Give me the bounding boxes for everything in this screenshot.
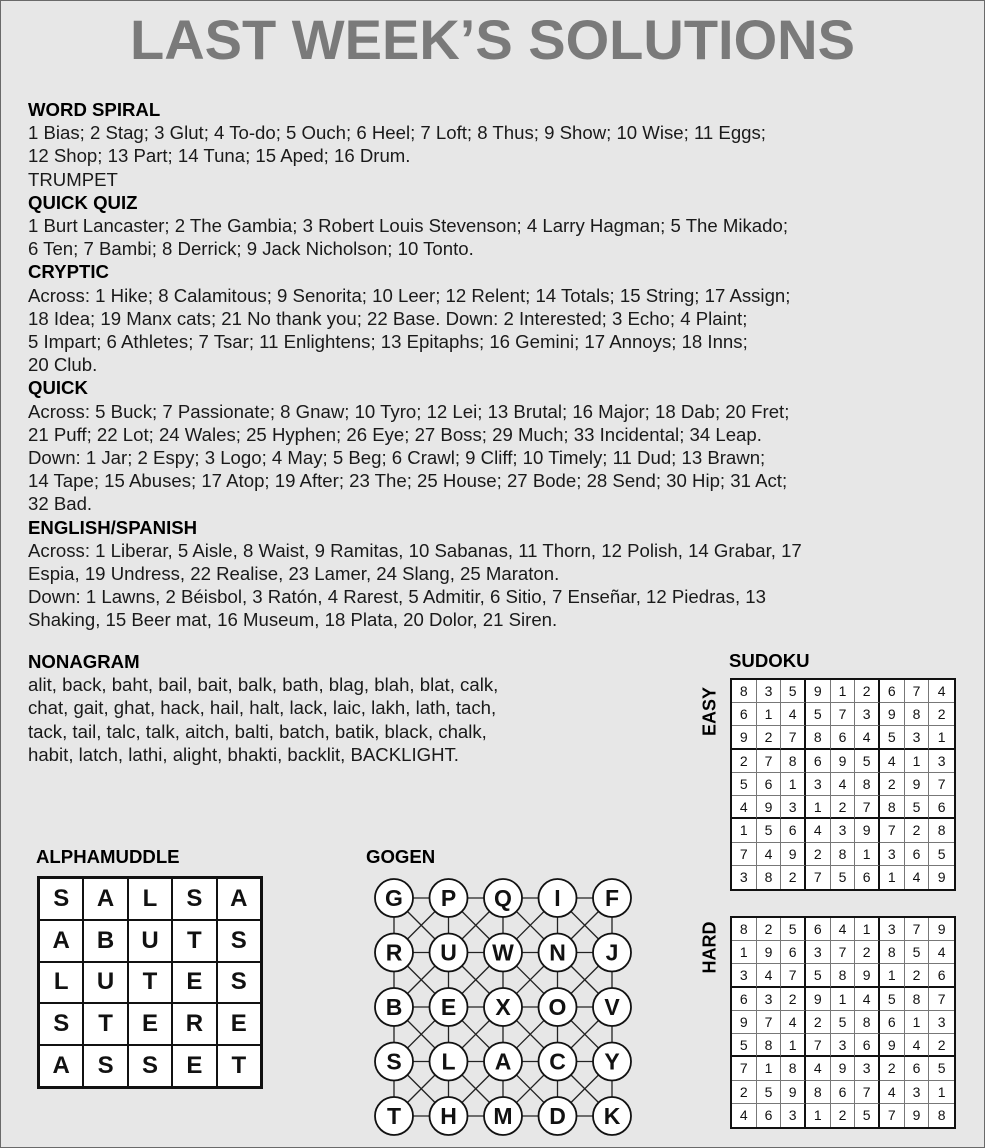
- sudoku-easy-cell: 6: [929, 796, 954, 819]
- sudoku-easy-cell: 9: [905, 773, 930, 796]
- sudoku-easy-cell: 8: [880, 796, 905, 819]
- alphamuddle-cell: A: [39, 1045, 83, 1087]
- sudoku-hard-cell: 3: [806, 941, 831, 964]
- sudoku-easy-cell: 7: [806, 866, 831, 889]
- sudoku-easy-cell: 9: [831, 750, 856, 773]
- sudoku-hard-cell: 5: [806, 964, 831, 987]
- alphamuddle-cell: E: [217, 1003, 261, 1045]
- sudoku-easy-cell: 1: [806, 796, 831, 819]
- alphamuddle-cell: B: [83, 920, 127, 962]
- sudoku-easy-cell: 5: [806, 703, 831, 726]
- nonagram-line: tack, tail, talc, talk, aitch, balti, batch, batik, black, chalk,: [28, 720, 487, 742]
- sudoku-hard-cell: 5: [880, 988, 905, 1011]
- sudoku-hard-cell: 4: [855, 988, 880, 1011]
- alphamuddle-cell: E: [128, 1003, 172, 1045]
- section-line: 1 Burt Lancaster; 2 The Gambia; 3 Robert Louis Stevenson; 4 Larry Hagman; 5 The Mikado;: [28, 215, 789, 237]
- sudoku-easy-cell: 7: [831, 703, 856, 726]
- alphamuddle-cell: T: [83, 1003, 127, 1045]
- sudoku-hard-cell: 6: [831, 1081, 856, 1104]
- sudoku-hard-cell: 4: [929, 941, 954, 964]
- sudoku-hard-cell: 9: [806, 988, 831, 1011]
- sudoku-easy-cell: 6: [831, 726, 856, 749]
- sudoku-hard-cell: 2: [732, 1081, 757, 1104]
- alphamuddle-cell: A: [83, 878, 127, 920]
- sudoku-hard-cell: 3: [905, 1081, 930, 1104]
- sudoku-easy-cell: 8: [732, 680, 757, 703]
- gogen-letter: L: [441, 1048, 456, 1075]
- sudoku-hard-cell: 3: [732, 964, 757, 987]
- sudoku-easy-cell: 6: [757, 773, 782, 796]
- sudoku-easy-cell: 8: [757, 866, 782, 889]
- sudoku-easy-cell: 6: [905, 843, 930, 866]
- nonagram-line: habit, latch, lathi, alight, bhakti, backlit, BACKLIGHT.: [28, 743, 459, 765]
- sudoku-hard-cell: 1: [831, 988, 856, 1011]
- sudoku-hard-cell: 5: [781, 918, 806, 941]
- sudoku-hard-cell: 3: [929, 1011, 954, 1034]
- sudoku-hard-cell: 6: [757, 1104, 782, 1127]
- nonagram-section: [28, 650, 628, 766]
- alphamuddle-cell: A: [217, 878, 261, 920]
- alphamuddle-cell: R: [172, 1003, 216, 1045]
- sudoku-hard-cell: 8: [855, 1011, 880, 1034]
- gogen-letter: M: [493, 1103, 513, 1129]
- alphamuddle-cell: U: [128, 920, 172, 962]
- sudoku-hard-cell: 1: [905, 1011, 930, 1034]
- sudoku-easy-cell: 3: [831, 819, 856, 842]
- sudoku-easy-cell: 9: [806, 680, 831, 703]
- section-line: Across: 1 Liberar, 5 Aisle, 8 Waist, 9 Ramitas, 10 Sabanas, 11 Thorn, 12 Polish, 14 Grabar, 17: [28, 539, 802, 561]
- gogen-grid: [366, 873, 646, 1145]
- sudoku-hard-cell: 5: [905, 941, 930, 964]
- gogen-letter: Y: [604, 1048, 620, 1075]
- sudoku-hard-cell: 2: [929, 1034, 954, 1057]
- sudoku-easy-cell: 2: [880, 773, 905, 796]
- sudoku-hard-cell: 7: [732, 1057, 757, 1080]
- sudoku-easy-cell: 4: [880, 750, 905, 773]
- sudoku-hard-cell: 5: [757, 1081, 782, 1104]
- alphamuddle-cell: S: [128, 1045, 172, 1087]
- sudoku-hard-cell: 6: [929, 964, 954, 987]
- gogen-letter: T: [386, 1103, 402, 1129]
- sudoku-hard-cell: 5: [831, 1011, 856, 1034]
- sudoku-hard-cell: 3: [855, 1057, 880, 1080]
- sudoku-easy-cell: 8: [905, 703, 930, 726]
- alphamuddle-grid: [37, 876, 263, 1089]
- sudoku-easy-cell: 7: [880, 819, 905, 842]
- sudoku-easy-cell: 4: [757, 843, 782, 866]
- gogen-letter: J: [605, 939, 619, 966]
- sudoku-easy-cell: 6: [855, 866, 880, 889]
- sudoku-easy-cell: 4: [806, 819, 831, 842]
- nonagram-line: chat, gait, ghat, hack, hail, halt, lack, laic, lakh, lath, tach,: [28, 697, 497, 719]
- sudoku-hard-cell: 7: [880, 1104, 905, 1127]
- gogen-letter: S: [386, 1048, 402, 1075]
- page-title: LAST WEEK’S SOLUTIONS: [130, 8, 855, 71]
- sudoku-easy-cell: 7: [732, 843, 757, 866]
- sudoku-hard-cell: 5: [732, 1034, 757, 1057]
- sudoku-hard-cell: 8: [937, 1107, 946, 1124]
- sudoku-hard-cell: 8: [732, 918, 757, 941]
- section-line: Down: 1 Jar; 2 Espy; 3 Logo; 4 May; 5 Beg; 6 Crawl; 9 Cliff; 10 Timely; 11 Dud; 13 Brawn;: [28, 447, 766, 469]
- sudoku-hard-cell: 9: [929, 918, 954, 941]
- alphamuddle-cell: S: [39, 1003, 83, 1045]
- solutions-list: [28, 98, 973, 632]
- sudoku-easy-cell: 3: [855, 703, 880, 726]
- gogen-letter: E: [440, 994, 457, 1020]
- sudoku-hard-cell: 1: [929, 1081, 954, 1104]
- sudoku-hard-cell: 1: [806, 1104, 831, 1127]
- sudoku-easy-cell: 8: [806, 726, 831, 749]
- sudoku-hard-cell: 6: [806, 918, 831, 941]
- sudoku-easy-cell: 2: [757, 726, 782, 749]
- sudoku-hard-cell: 1: [880, 964, 905, 987]
- section-heading: QUICK QUIZ: [28, 191, 138, 213]
- alphamuddle-cell: S: [39, 878, 83, 920]
- sudoku-easy-cell: 1: [880, 866, 905, 889]
- sudoku-heading: SUDOKU: [729, 650, 810, 671]
- section-line: Down: 1 Lawns, 2 Béisbol, 3 Ratón, 4 Rarest, 5 Admitir, 6 Sitio, 7 Enseñar, 12 Piedras, 13: [28, 586, 766, 608]
- section-line: 14 Tape; 15 Abuses; 17 Atop; 19 After; 23 The; 25 House; 27 Bode; 28 Send; 30 Hip; 31 Act;: [28, 470, 788, 492]
- section-line: TRUMPET: [28, 168, 118, 190]
- gogen-letter: F: [604, 885, 620, 911]
- sudoku-hard-cell: 2: [855, 941, 880, 964]
- sudoku-easy-cell: 6: [732, 703, 757, 726]
- sudoku-hard-cell: 2: [757, 918, 782, 941]
- sudoku-easy-cell: 1: [831, 680, 856, 703]
- sudoku-easy-cell: 1: [781, 773, 806, 796]
- sudoku-hard-cell: 8: [905, 988, 930, 1011]
- section-heading: CRYPTIC: [28, 261, 109, 283]
- gogen-letter: B: [385, 994, 403, 1020]
- sudoku-hard-cell: 9: [831, 1057, 856, 1080]
- section-line: 18 Idea; 19 Manx cats; 21 No thank you; 22 Base. Down: 2 Interested; 3 Echo; 4 Plaint;: [28, 307, 748, 329]
- sudoku-easy-cell: 2: [929, 703, 954, 726]
- alphamuddle-cell: L: [128, 878, 172, 920]
- sudoku-hard-cell: 8: [781, 1057, 806, 1080]
- sudoku-easy-cell: 7: [757, 750, 782, 773]
- sudoku-easy-cell: 4: [732, 796, 757, 819]
- sudoku-easy-cell: 5: [781, 680, 806, 703]
- sudoku-easy-cell: 7: [929, 773, 954, 796]
- sudoku-hard-cell: 4: [781, 1011, 806, 1034]
- gogen-letter: Q: [494, 885, 512, 911]
- sudoku-easy-cell: 8: [781, 750, 806, 773]
- sudoku-easy-cell: 1: [732, 819, 757, 842]
- sudoku-hard-cell: 3: [880, 918, 905, 941]
- section-heading: WORD SPIRAL: [28, 99, 161, 120]
- sudoku-hard-cell: 9: [855, 964, 880, 987]
- sudoku-easy-cell: 2: [781, 866, 806, 889]
- gogen-letter: N: [549, 939, 566, 966]
- sudoku-hard-cell: 4: [732, 1104, 757, 1127]
- alphamuddle-cell: E: [172, 962, 216, 1004]
- sudoku-hard-cell: 3: [831, 1034, 856, 1057]
- sudoku-easy-cell: 2: [905, 819, 930, 842]
- sudoku-hard-cell: 8: [880, 941, 905, 964]
- sudoku-easy-cell: 1: [855, 843, 880, 866]
- sudoku-hard-cell: 1: [781, 1034, 806, 1057]
- sudoku-easy-cell: 8: [929, 819, 954, 842]
- section-line: 5 Impart; 6 Athletes; 7 Tsar; 11 Enlightens; 13 Epitaphs; 16 Gemini; 17 Annoys; 18 Inns;: [28, 331, 748, 353]
- sudoku-hard-cell: 6: [732, 988, 757, 1011]
- sudoku-hard-cell: 6: [905, 1057, 930, 1080]
- gogen-letter: D: [549, 1103, 566, 1129]
- section-line: 20 Club.: [28, 354, 98, 376]
- sudoku-easy-cell: 7: [781, 726, 806, 749]
- sudoku-easy-cell: 7: [905, 680, 930, 703]
- sudoku-easy-cell: 4: [929, 680, 954, 703]
- sudoku-hard-cell: 9: [757, 941, 782, 964]
- gogen-letter: A: [494, 1048, 512, 1075]
- sudoku-easy-cell: 3: [880, 843, 905, 866]
- sudoku-hard-cell: 1: [855, 918, 880, 941]
- sudoku-hard-cell: 4: [831, 918, 856, 941]
- nonagram-words: [28, 673, 628, 766]
- sudoku-hard-cell: 4: [806, 1057, 831, 1080]
- section-line: 6 Ten; 7 Bambi; 8 Derrick; 9 Jack Nicholson; 10 Tonto.: [28, 238, 474, 260]
- sudoku-easy-cell: 2: [806, 843, 831, 866]
- sudoku-easy-cell: 1: [929, 726, 954, 749]
- sudoku-hard-label: HARD: [699, 921, 720, 974]
- alphamuddle-cell: E: [172, 1045, 216, 1087]
- sudoku-hard-cell: 8: [806, 1081, 831, 1104]
- section-line: Shaking, 15 Beer mat, 16 Museum, 18 Plata, 20 Dolor, 21 Siren.: [28, 609, 558, 631]
- sudoku-hard-cell: 2: [880, 1057, 905, 1080]
- sudoku-easy-cell: 8: [831, 843, 856, 866]
- sudoku-hard-cell: 5: [929, 1057, 954, 1080]
- sudoku-easy-cell: 3: [757, 680, 782, 703]
- sudoku-easy-cell: 2: [732, 750, 757, 773]
- sudoku-hard-cell: 9: [880, 1034, 905, 1057]
- section-line: Across: 5 Buck; 7 Passionate; 8 Gnaw; 10 Tyro; 12 Lei; 13 Brutal; 16 Major; 18 Dab; 20 Fret;: [28, 400, 790, 422]
- gogen-letter: P: [440, 885, 457, 911]
- sudoku-easy-cell: 3: [905, 726, 930, 749]
- sudoku-easy-cell: 1: [757, 703, 782, 726]
- gogen-letter: K: [603, 1103, 621, 1129]
- sudoku-hard-cell: 5: [855, 1104, 880, 1127]
- section-line: 12 Shop; 13 Part; 14 Tuna; 15 Aped; 16 Drum.: [28, 145, 411, 167]
- sudoku-easy-cell: 9: [855, 819, 880, 842]
- sudoku-easy-cell: 5: [880, 726, 905, 749]
- section-line: 1 Bias; 2 Stag; 3 Glut; 4 To-do; 5 Ouch; 6 Heel; 7 Loft; 8 Thus; 9 Show; 10 Wise; 11 Eggs;: [28, 122, 766, 144]
- gogen-letter: W: [492, 939, 514, 966]
- alphamuddle-cell: T: [217, 1045, 261, 1087]
- sudoku-hard-cell: 7: [905, 918, 930, 941]
- sudoku-hard-cell: 1: [757, 1057, 782, 1080]
- sudoku-hard-cell: 6: [781, 941, 806, 964]
- section-line: Across: 1 Hike; 8 Calamitous; 9 Senorita; 10 Leer; 12 Relent; 14 Totals; 15 String; 17 Assign;: [28, 284, 791, 306]
- sudoku-easy-cell: 5: [929, 843, 954, 866]
- sudoku-easy-cell: 5: [757, 819, 782, 842]
- sudoku-hard-cell: 7: [806, 1034, 831, 1057]
- sudoku-easy-cell: 6: [781, 819, 806, 842]
- gogen-letter: G: [385, 885, 403, 911]
- sudoku-easy-grid: [730, 678, 956, 891]
- gogen-letter: I: [554, 885, 561, 911]
- alphamuddle-cell: T: [128, 962, 172, 1004]
- nonagram-line: alit, back, baht, bail, bait, balk, bath, blag, blah, blat, calk,: [28, 674, 499, 696]
- section-line: Espia, 19 Undress, 22 Realise, 23 Lamer, 24 Slang, 25 Maraton.: [28, 563, 560, 585]
- section-line: 21 Puff; 22 Lot; 24 Wales; 25 Hyphen; 26 Eye; 27 Boss; 29 Much; 33 Incidental; 34 Leap.: [28, 423, 762, 445]
- sudoku-easy-cell: 3: [929, 750, 954, 773]
- sudoku-hard-cell: 4: [757, 964, 782, 987]
- gogen-heading: GOGEN: [366, 846, 436, 867]
- sudoku-easy-cell: 6: [880, 680, 905, 703]
- sudoku-hard-cell: 2: [831, 1104, 856, 1127]
- sudoku-hard-cell: 6: [880, 1011, 905, 1034]
- sudoku-hard-cell: 7: [831, 941, 856, 964]
- sudoku-easy-cell: 5: [831, 866, 856, 889]
- sudoku-easy-cell: 5: [855, 750, 880, 773]
- gogen-letter: U: [440, 939, 457, 966]
- sudoku-easy-cell: 9: [880, 703, 905, 726]
- sudoku-hard-cell: 2: [806, 1011, 831, 1034]
- sudoku-hard-cell: 7: [757, 1011, 782, 1034]
- alphamuddle-cell: S: [83, 1045, 127, 1087]
- sudoku-hard-cell: 7: [929, 988, 954, 1011]
- sudoku-easy-cell: 9: [937, 869, 946, 886]
- sudoku-hard-cell: 4: [880, 1081, 905, 1104]
- sudoku-hard-cell: 4: [905, 1034, 930, 1057]
- sudoku-easy-cell: 2: [855, 680, 880, 703]
- sudoku-hard-cell: 8: [757, 1034, 782, 1057]
- sudoku-easy-cell: 9: [757, 796, 782, 819]
- sudoku-easy-cell: 4: [781, 703, 806, 726]
- sudoku-easy-cell: 3: [781, 796, 806, 819]
- sudoku-easy-label: EASY: [699, 686, 720, 737]
- alphamuddle-heading: ALPHAMUDDLE: [36, 846, 180, 867]
- sudoku-easy-cell: 7: [855, 796, 880, 819]
- sudoku-easy-cell: 5: [732, 773, 757, 796]
- alphamuddle-cell: A: [39, 920, 83, 962]
- nonagram-heading: NONAGRAM: [28, 651, 140, 672]
- section-heading: ENGLISH/SPANISH: [28, 516, 198, 538]
- sudoku-hard-cell: 2: [905, 964, 930, 987]
- sudoku-easy-cell: 6: [806, 750, 831, 773]
- sudoku-hard-cell: 9: [905, 1104, 930, 1127]
- sudoku-easy-cell: 1: [905, 750, 930, 773]
- sudoku-easy-cell: 9: [781, 843, 806, 866]
- alphamuddle-cell: S: [217, 962, 261, 1004]
- sudoku-easy-cell: 3: [806, 773, 831, 796]
- sudoku-hard-cell: 2: [781, 988, 806, 1011]
- sudoku-hard-cell: 6: [855, 1034, 880, 1057]
- gogen-letter: R: [385, 939, 403, 966]
- gogen-letter: H: [440, 1103, 457, 1129]
- sudoku-easy-cell: 3: [732, 866, 757, 889]
- alphamuddle-cell: S: [217, 920, 261, 962]
- sudoku-hard-cell: 7: [781, 964, 806, 987]
- sudoku-easy-cell: 8: [855, 773, 880, 796]
- sudoku-hard-cell: 9: [781, 1081, 806, 1104]
- sudoku-hard-cell: 8: [831, 964, 856, 987]
- sudoku-easy-cell: 9: [732, 726, 757, 749]
- sudoku-hard-cell: 9: [732, 1011, 757, 1034]
- sudoku-hard-cell: 3: [781, 1104, 806, 1127]
- sudoku-easy-cell: 4: [855, 726, 880, 749]
- sudoku-hard-grid: [730, 916, 956, 1129]
- alphamuddle-cell: S: [172, 878, 216, 920]
- sudoku-easy-cell: 4: [905, 866, 930, 889]
- sudoku-hard-cell: 1: [732, 941, 757, 964]
- section-line: 32 Bad.: [28, 493, 93, 515]
- sudoku-easy-cell: 2: [831, 796, 856, 819]
- section-heading: QUICK: [28, 377, 88, 399]
- gogen-letter: O: [548, 994, 567, 1020]
- gogen-letter: C: [549, 1048, 566, 1075]
- gogen-letter: X: [495, 994, 511, 1020]
- sudoku-hard-cell: 3: [757, 988, 782, 1011]
- alphamuddle-cell: U: [83, 962, 127, 1004]
- gogen-letter: V: [604, 994, 620, 1020]
- sudoku-easy-cell: 5: [905, 796, 930, 819]
- sudoku-hard-cell: 7: [855, 1081, 880, 1104]
- sudoku-easy-cell: 4: [831, 773, 856, 796]
- alphamuddle-cell: T: [172, 920, 216, 962]
- alphamuddle-cell: L: [39, 962, 83, 1004]
